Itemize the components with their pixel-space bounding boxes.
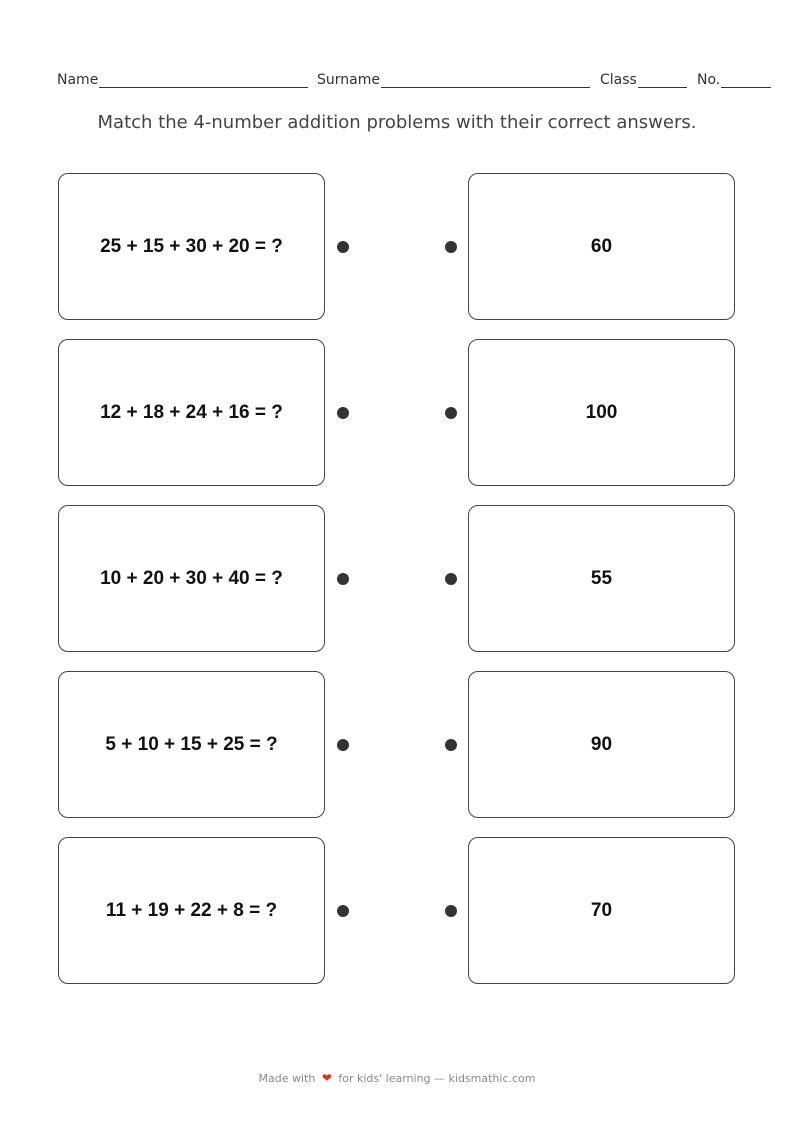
problem-match-dot[interactable] (337, 905, 349, 917)
problem-match-dot[interactable] (337, 407, 349, 419)
footer-suffix: for kids' learning — kidsmathic.com (338, 1072, 536, 1085)
answer-text: 60 (590, 235, 613, 257)
problem-text: 12 + 18 + 24 + 16 = ? (100, 401, 283, 423)
problem-card (58, 505, 325, 652)
problem-text: 10 + 20 + 30 + 40 = ? (100, 567, 283, 589)
problem-card (58, 837, 325, 984)
number-field[interactable] (697, 68, 771, 88)
problem-text: 5 + 10 + 15 + 25 = ? (105, 733, 278, 755)
answer-match-dot[interactable] (445, 573, 457, 585)
name-line[interactable] (99, 73, 308, 88)
problem-text: 25 + 15 + 30 + 20 = ? (100, 235, 283, 257)
surname-field[interactable] (317, 68, 590, 88)
answer-card (468, 505, 735, 652)
problem-card (58, 671, 325, 818)
number-line[interactable] (721, 73, 771, 88)
answer-text: 90 (590, 733, 613, 755)
surname-line[interactable] (381, 73, 590, 88)
name-label: Name (57, 72, 99, 88)
footer (0, 1071, 794, 1085)
name-field[interactable] (57, 68, 308, 88)
problem-match-dot[interactable] (337, 739, 349, 751)
answer-match-dot[interactable] (445, 407, 457, 419)
answer-match-dot[interactable] (445, 739, 457, 751)
heart-icon: ❤ (321, 1071, 332, 1085)
answer-text: 55 (590, 567, 613, 589)
class-label: Class (600, 72, 637, 88)
problem-match-dot[interactable] (337, 573, 349, 585)
answer-text: 100 (585, 401, 618, 423)
answer-match-dot[interactable] (445, 241, 457, 253)
footer-prefix: Made with (258, 1072, 316, 1085)
student-info-header (57, 68, 773, 90)
answer-card (468, 837, 735, 984)
problem-text: 11 + 19 + 22 + 8 = ? (105, 899, 278, 921)
class-line[interactable] (638, 73, 687, 88)
answer-match-dot[interactable] (445, 905, 457, 917)
answer-card (468, 339, 735, 486)
problem-card (58, 173, 325, 320)
class-field[interactable] (600, 68, 687, 88)
answer-text: 70 (590, 899, 613, 921)
surname-label: Surname (317, 72, 380, 88)
answer-card (468, 173, 735, 320)
problem-match-dot[interactable] (337, 241, 349, 253)
answer-card (468, 671, 735, 818)
problem-card (58, 339, 325, 486)
instruction-text: Match the 4-number addition problems with their correct answers. (97, 112, 697, 133)
number-label: No. (697, 72, 721, 88)
